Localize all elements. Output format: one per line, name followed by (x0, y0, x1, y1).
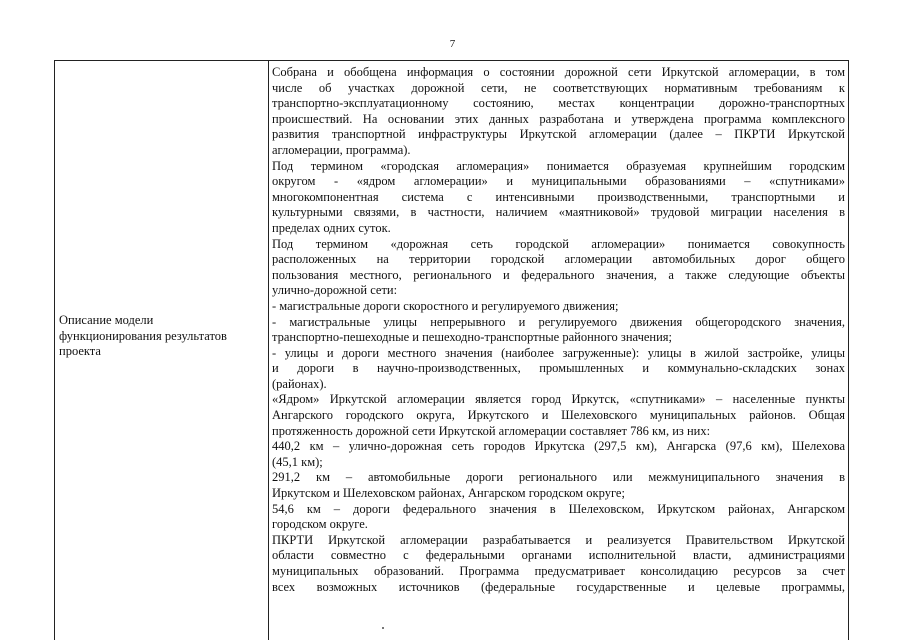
paragraph-line: улично-дорожной сети: (272, 283, 398, 298)
paragraph-line: - улицы и дороги местного значения (наиболее загруженные): улицы в жилой застройке, улицы (272, 345, 845, 360)
page-number: 7 (449, 38, 456, 50)
paragraph-line: транспортно-пешеходные и пешеходно-транспортные районного значения; (272, 330, 673, 345)
row-label-line: функционирования результатов (59, 328, 227, 343)
paragraph-line: Иркутском и Шелеховском районах, Ангарском городском округе; (272, 486, 625, 501)
paragraph-line: - магистральные дороги скоростного и регулируемого движения; (272, 298, 619, 313)
paragraph-line: области совместно с федеральными органами исполнительной власти, администрациями (272, 548, 845, 563)
paragraph-line: и дороги в научно-производственных, промышленных и коммунально-складских зонах (272, 361, 845, 376)
paragraph-line: транспортно-эксплуатационному состоянию, местах концентрации дорожно-транспортных (272, 96, 845, 111)
paragraph-line: округом - «ядром агломерации» и муниципальными образованиями – «спутниками» (272, 174, 845, 189)
row-label-line: Описание модели (59, 313, 154, 327)
row-label-line: проекта (59, 344, 101, 359)
scan-speck (382, 627, 384, 629)
paragraph-line: ПКРТИ Иркутской агломерации разрабатывается и реализуется Правительством Иркутской (272, 532, 845, 547)
paragraph-line: числе об участках дорожной сети, не соответствующих нормативным требованиям к (272, 80, 845, 95)
paragraph-line: культурными связями, в частности, наличием «маятниковой» трудовой миграции населения в (272, 205, 845, 220)
paragraph-line: расположенных на территории городской агломерации автомобильных дорог общего (272, 252, 845, 267)
paragraph-line: (45,1 км); (272, 454, 323, 469)
paragraph-line: Под термином «городская агломерация» понимается образуемая крупнейшим городским (272, 158, 845, 173)
document-table (54, 60, 849, 640)
paragraph-line: 440,2 км – улично-дорожная сеть городов Иркутска (297,5 км), Ангарска (97,6 км), Шелехова (272, 439, 845, 454)
paragraph-line: Ангарского городского округа, Иркутского и Шелеховского муниципальных районов. Общая (272, 408, 845, 423)
row-label (59, 313, 264, 360)
paragraph-line: всех возможных источников (федеральные государственные и целевые программы, (272, 579, 845, 594)
paragraph-line: Под термином «дорожная сеть городской агломерации» понимается совокупность (272, 236, 845, 251)
paragraph-line: пользования местного, регионального и федерального значения, а также следующие объекты (272, 267, 845, 282)
paragraph-line: - магистральные улицы непрерывного и регулируемого движения общегородского значения, (272, 314, 845, 329)
table-right-cell (269, 61, 848, 640)
paragraph-line: многокомпонентная система с интенсивными производственными, транспортными и (272, 189, 845, 204)
paragraph-line: происшествий. На основании этих данных разработана и утверждена программа комплексного (272, 111, 845, 126)
paragraph-line: (районах). (272, 376, 327, 391)
paragraph-line: «Ядром» Иркутской агломерации является город Иркутск, «спутниками» – населенные пункты (272, 392, 845, 407)
paragraph-line: Собрана и обобщена информация о состоянии дорожной сети Иркутской агломерации, в том (272, 65, 845, 79)
paragraph-line: 54,6 км – дороги федерального значения в Шелеховском, Иркутском районах, Ангарском (272, 501, 845, 516)
paragraph-line: городском округе. (272, 517, 368, 532)
paragraph-line: протяженность дорожной сети Иркутской агломерации составляет 786 км, из них: (272, 423, 711, 438)
paragraph-line: агломерации, программа). (272, 142, 411, 157)
paragraph-line: муниципальных образований. Программа предусматривает консолидацию ресурсов за счет (272, 564, 845, 578)
paragraph-line: 291,2 км – автомобильные дороги регионального или межмуниципального значения в (272, 470, 845, 485)
paragraph-line: развития транспортной инфраструктуры Иркутской агломерации (далее – ПКРТИ Иркутской (272, 127, 845, 142)
table-left-cell (55, 61, 269, 640)
paragraph-line: пределах одних суток. (272, 220, 391, 235)
